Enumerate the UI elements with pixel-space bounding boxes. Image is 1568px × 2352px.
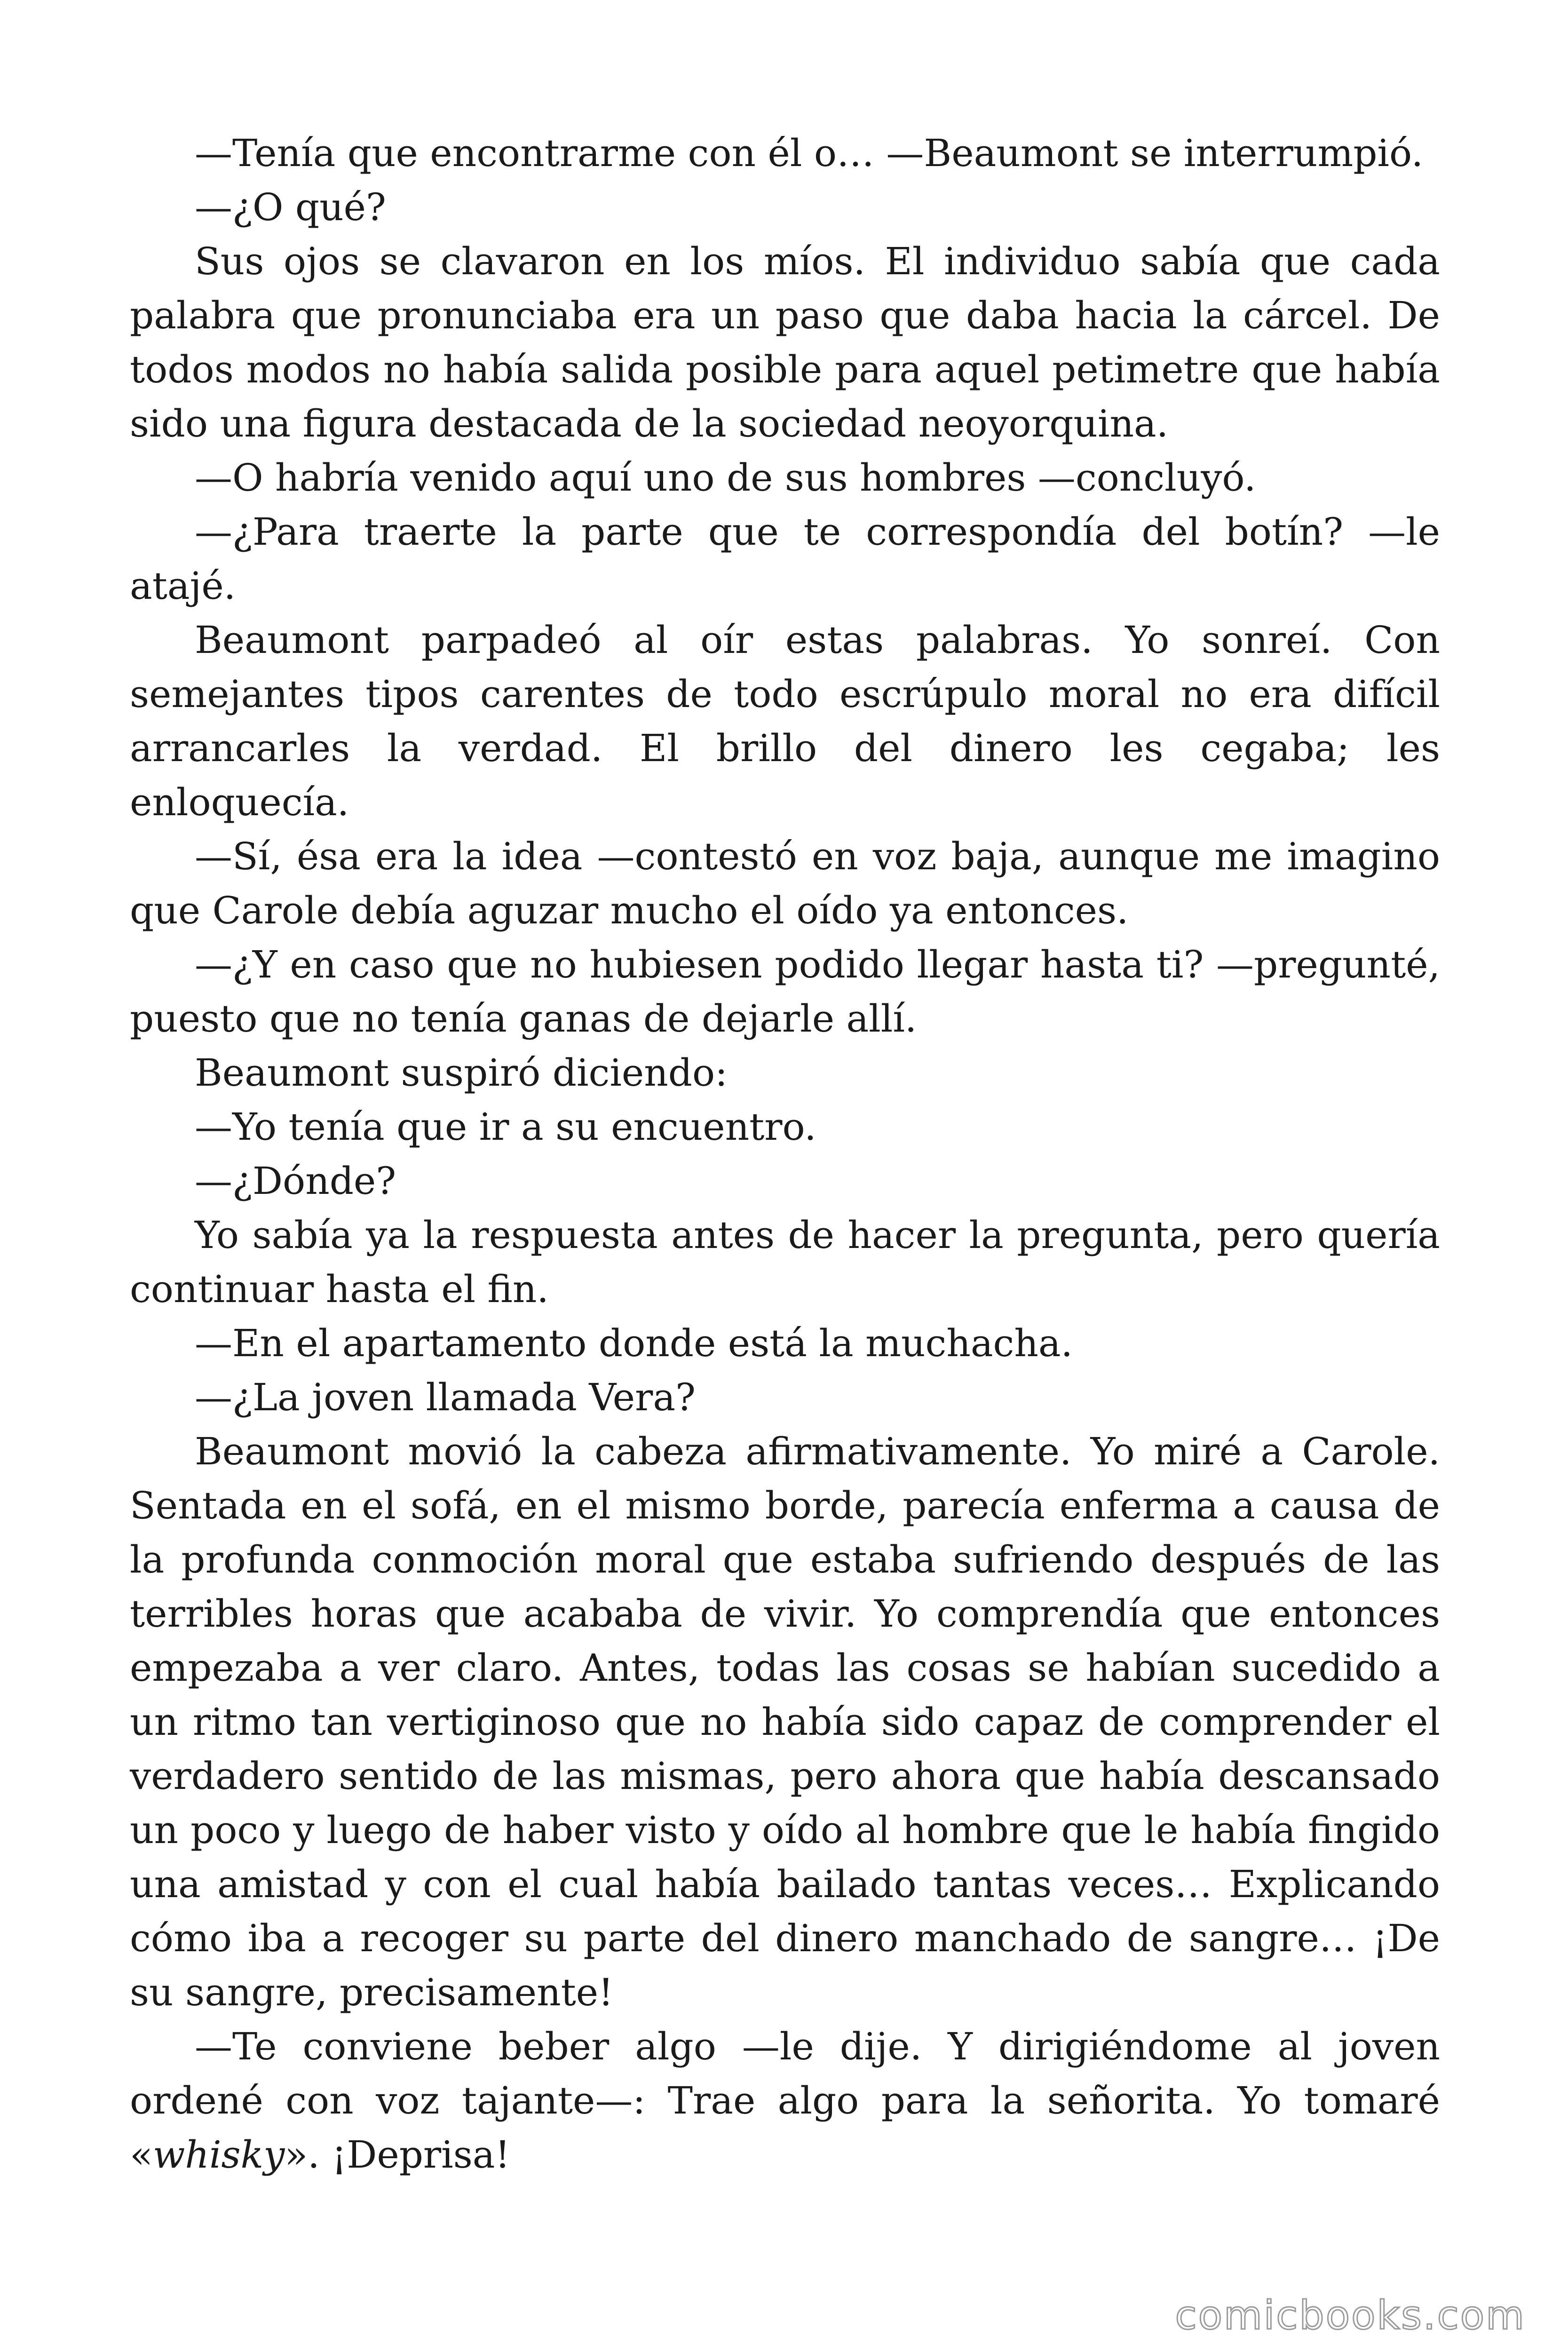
paragraph-16 bbox=[130, 2019, 1440, 2182]
paragraph-16-start: —Te conviene beber algo —le dije. Y dirigiéndome al joven ordené con voz tajante—: Trae algo para la señorita. Yo tomaré « bbox=[130, 2025, 1440, 2177]
paragraph-16-italic: whisky bbox=[152, 2133, 285, 2177]
paragraph-7: —Sí, ésa era la idea —contestó en voz baja, aunque me imagino que Carole debía aguzar mucho el oído ya entonces. bbox=[130, 834, 1440, 932]
paragraph-2: —¿O qué? bbox=[195, 185, 386, 229]
paragraph-3: Sus ojos se clavaron en los míos. El individuo sabía que cada palabra que pronunciaba era un paso que daba hacia la cárcel. De todos modos no había salida posible para aquel petimetre que había sido una figura destacada de la sociedad neoyorquina. bbox=[130, 239, 1440, 445]
paragraph-11: —¿Dónde? bbox=[195, 1159, 396, 1203]
paragraph-14: —¿La joven llamada Vera? bbox=[195, 1375, 696, 1419]
paragraph-13: —En el apartamento donde está la muchacha. bbox=[195, 1321, 1073, 1365]
paragraph-1: —Tenía que encontrarme con él o… —Beaumont se interrumpió. bbox=[195, 131, 1424, 175]
paragraph-9: Beaumont suspiró diciendo: bbox=[195, 1051, 728, 1095]
paragraph-4: —O habría venido aquí uno de sus hombres —concluyó. bbox=[195, 456, 1256, 500]
paragraph-10: —Yo tenía que ir a su encuentro. bbox=[195, 1105, 816, 1149]
paragraph-8: —¿Y en caso que no hubiesen podido llegar hasta ti? —pregunté, puesto que no tenía ganas de dejarle allí. bbox=[130, 943, 1440, 1041]
paragraph-5: —¿Para traerte la parte que te correspondía del botín? —le atajé. bbox=[130, 510, 1440, 608]
paragraph-15: Beaumont movió la cabeza afirmativamente. Yo miré a Carole. Sentada en el sofá, en el mismo borde, parecía enferma a causa de la profunda conmoción moral que estaba sufriendo después de las terribles horas que acababa de vivir. Yo comprendía que entonces empezaba a ver claro. Antes, todas las cosas se habían sucedido a un ritmo tan vertiginoso que no había sido capaz de comprender el verdadero sentido de las mismas, pero ahora que había descansado un poco y luego de haber visto y oído al hombre que le había fingido una amistad y con el cual había bailado tantas veces… Explicando cómo iba a recoger su parte del dinero manchado de sangre… ¡De su sangre, precisamente! bbox=[130, 1430, 1440, 2014]
body-text bbox=[130, 126, 1440, 2182]
paragraph-12: Yo sabía ya la respuesta antes de hacer la pregunta, pero quería continuar hasta el fin. bbox=[130, 1213, 1440, 1311]
paragraph-6: Beaumont parpadeó al oír estas palabras. Yo sonreí. Con semejantes tipos carentes de todo escrúpulo moral no era difícil arrancarles la verdad. El brillo del dinero les cegaba; les enloquecía. bbox=[130, 618, 1440, 824]
paragraph-16-end: ». ¡Deprisa! bbox=[285, 2133, 510, 2177]
watermark-text: comicbooks.com bbox=[1175, 2292, 1526, 2338]
